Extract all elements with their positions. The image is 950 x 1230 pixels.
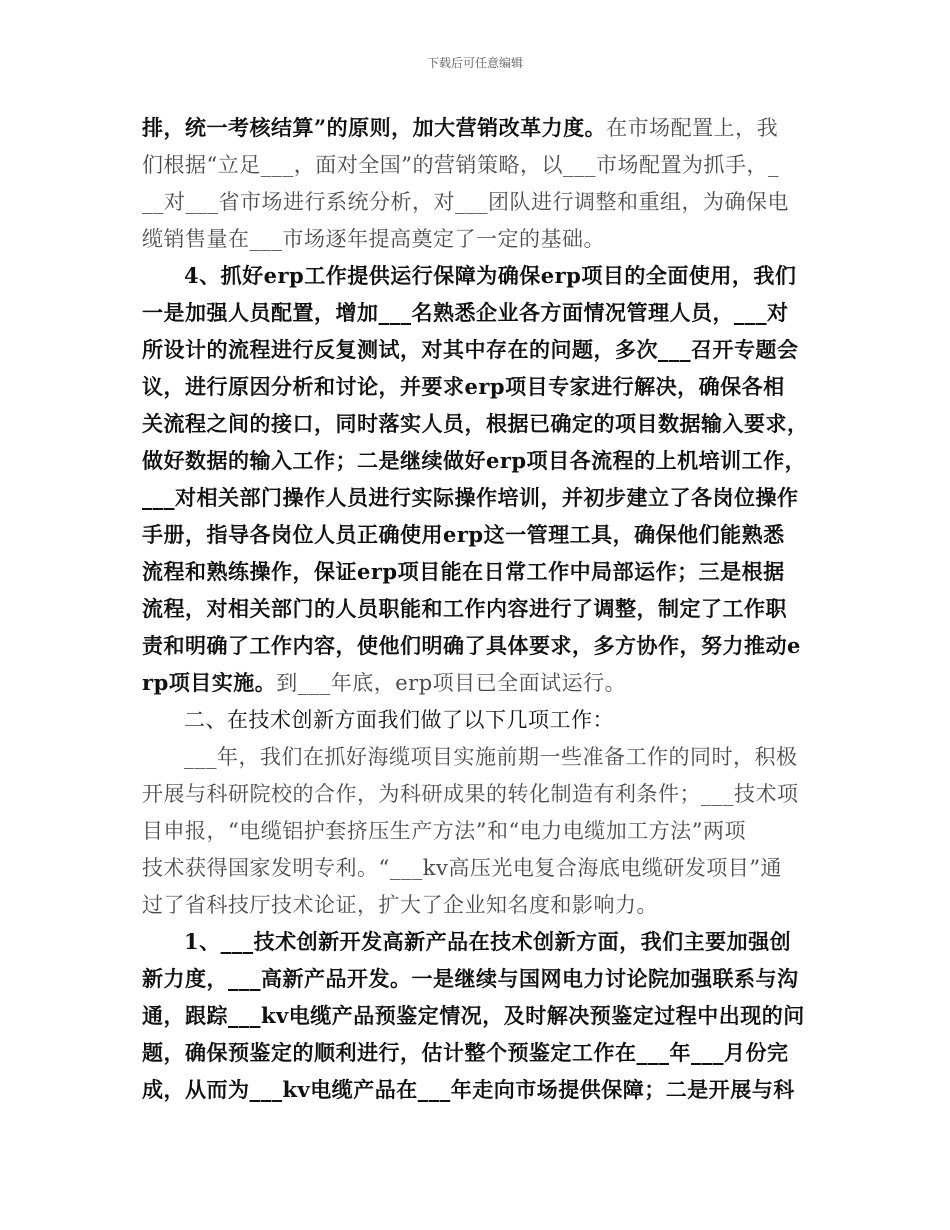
text-line-1: [142, 114, 950, 142]
text-line-14: 流程，对相关部门的人员职能和工作内容进行了调整，制定了工作职: [142, 596, 787, 621]
page-header: 下载后可任意编辑: [426, 56, 523, 70]
text-line-23: 1、___技术创新开发高新产品在技术创新方面，我们主要加强创: [184, 929, 792, 954]
text-line-6: 一是加强人员配置，增加___名熟悉企业各方面情况管理人员，___对: [142, 300, 789, 325]
text-line-3: __对___省市场进行系统分析，对___团队进行调整和重组，为确保电: [142, 190, 789, 214]
text-line-2: 们根据“立足___，面对全国”的营销策略，以___市场配置为抓手，_: [142, 153, 779, 177]
text-line-27: 成，从而为___kv电缆产品在___年走向市场提供保障；二是开展与科: [142, 1077, 795, 1102]
text-line-1-bold: 排，统一考核结算”的原则，加大营销改革力度。: [142, 115, 607, 140]
text-line-24: 新力度，___高新产品开发。一是继续与国网电力讨论院加强联系与沟: [142, 966, 799, 991]
text-line-13: 流程和熟练操作，保证erp项目能在日常工作中局部运作；三是根据: [142, 559, 785, 584]
section-heading: 二、在技术创新方面我们做了以下几项工作：: [184, 708, 614, 732]
text-line-16-bold: rp项目实施。: [142, 670, 277, 695]
text-line-26: 题，确保预鉴定的顺利进行，估计整个预鉴定工作在___年___月份完: [142, 1040, 789, 1065]
text-line-18: ___年，我们在抓好海缆项目实施前期一些准备工作的同时，积极: [184, 745, 798, 769]
text-line-15: 责和明确了工作内容，使他们明确了具体要求，多方协作，努力推动e: [142, 633, 801, 658]
text-line-22: 过了省科技厅技术论证，扩大了企业知名度和影响力。: [142, 893, 658, 917]
text-line-8: 议，进行原因分析和讨论，并要求erp项目专家进行解决，确保各相: [142, 374, 785, 399]
text-line-21: 技术获得国家发明专利。“___kv高压光电复合海底电缆研发项目”通: [142, 856, 783, 880]
text-line-9: 关流程之间的接口，同时落实人员，根据已确定的项目数据输入要求，: [142, 411, 809, 436]
text-line-1-rest: 在市场配置上，我: [606, 116, 779, 140]
text-line-16: [142, 669, 950, 697]
text-line-5: 4、抓好erp工作提供运行保障为确保erp项目的全面使用，我们: [184, 263, 797, 288]
text-line-10: 做好数据的输入工作；二是继续做好erp项目各流程的上机培训工作，: [142, 448, 807, 473]
text-line-11: ___对相关部门操作人员进行实际操作培训，并初步建立了各岗位操作: [142, 485, 799, 510]
text-line-12: 手册，指导各岗位人员正确使用erp这一管理工具，确保他们能熟悉: [142, 522, 785, 547]
text-line-25: 通，跟踪___kv电缆产品预鉴定情况，及时解决预鉴定过程中出现的问: [142, 1003, 805, 1028]
text-line-7: 所设计的流程进行反复测试，对其中存在的问题，多次___召开专题会: [142, 337, 799, 362]
text-line-20: 目申报，“电缆铝护套挤压生产方法”和“电力电缆加工方法”两项: [142, 819, 746, 843]
text-line-16-rest: 到___年底，erp项目已全面试运行。: [276, 671, 627, 695]
text-line-19: 开展与科研院校的合作，为科研成果的转化制造有利条件；___技术项: [142, 782, 799, 806]
text-line-4: 缆销售量在___市场逐年提高奠定了一定的基础。: [142, 227, 605, 251]
